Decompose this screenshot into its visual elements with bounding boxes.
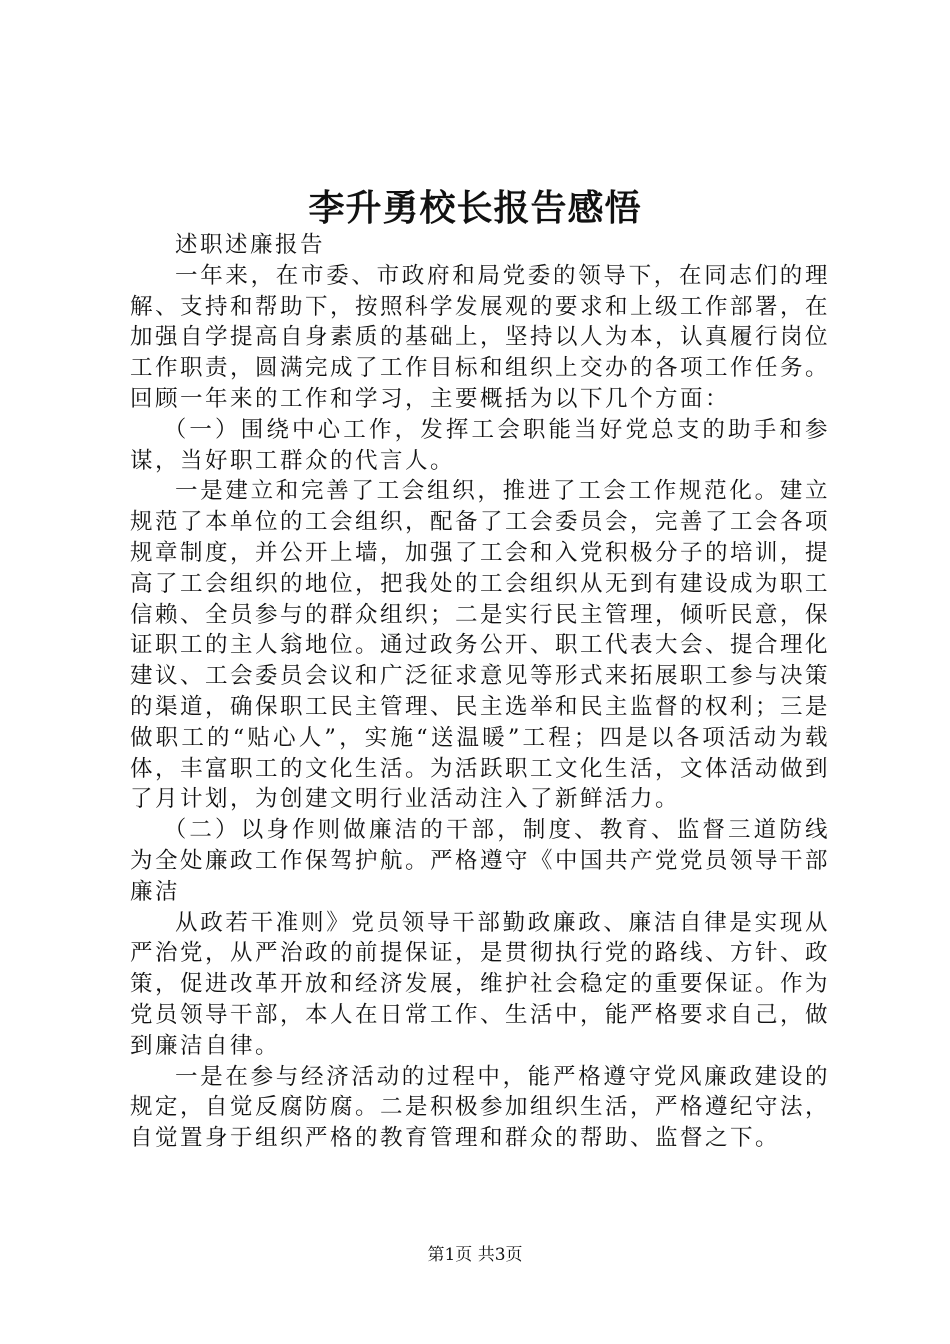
paragraph-intro: 一年来，在市委、市政府和局党委的领导下，在同志们的理解、支持和帮助下，按照科学发展观的要求和上级工作部署，在加强自学提高自身素质的基础上，坚持以人为本，认真履行岗位工作职责，圆满完成了工作目标和组织上交办的各项工作任务。回顾一年来的工作和学习，主要概括为以下几个方面： (130, 262, 831, 412)
paragraph-section-two-points: 一是在参与经济活动的过程中，能严格遵守党风廉政建设的规定，自觉反腐防腐。二是积极参加组织生活，严格遵纪守法，自觉置身于组织严格的教育管理和群众的帮助、监督之下。 (130, 1063, 831, 1152)
paragraph-section-one-heading: （一）围绕中心工作，发挥工会职能当好党总支的助手和参谋，当好职工群众的代言人。 (130, 416, 830, 474)
paragraph-section-two-heading: （二）以身作则做廉洁的干部，制度、教育、监督三道防线为全处廉政工作保驾护航。严格遵守《中国共产党党员领导干部廉洁 (130, 817, 831, 905)
paragraph-section-two-body: 从政若干准则》党员领导干部勤政廉政、廉洁自律是实现从严治党，从严治政的前提保证，是贯彻执行党的路线、方针、政策，促进改革开放和经济发展，维护社会稳定的重要保证。作为党员领导干部，本人在日常工作、生活中，能严格要求自己，做到廉洁自律。 (130, 909, 831, 1059)
page-number-footer: 第1页 共3页 (427, 1245, 523, 1265)
paragraph-section-one-body: 一是建立和完善了工会组织，推进了工会工作规范化。建立规范了本单位的工会组织，配备了工会委员会，完善了工会各项规章制度，并公开上墙，加强了工会和入党积极分子的培训，提高了工会组织的地位，把我处的工会组织从无到有建设成为职工信赖、全员参与的群众组织；二是实行民主管理，倾听民意，保证职工的主人翁地位。通过政务公开、职工代表大会、提合理化建议、工会委员会议和广泛征求意见等形式来拓展职工参与决策的渠道，确保职工民主管理、民主选举和民主监督的权利；三是做职工的“贴心人”，实施“送温暖”工程；四是以各项活动为载体，丰富职工的文化生活。为活跃职工文化生活，文体活动做到了月计划，为创建文明行业活动注入了新鲜活力。 (130, 478, 831, 813)
document-body (130, 230, 830, 1154)
paragraph-subtitle: 述职述廉报告 (175, 232, 326, 258)
document-title: 李升勇校长报告感悟 (308, 187, 642, 229)
